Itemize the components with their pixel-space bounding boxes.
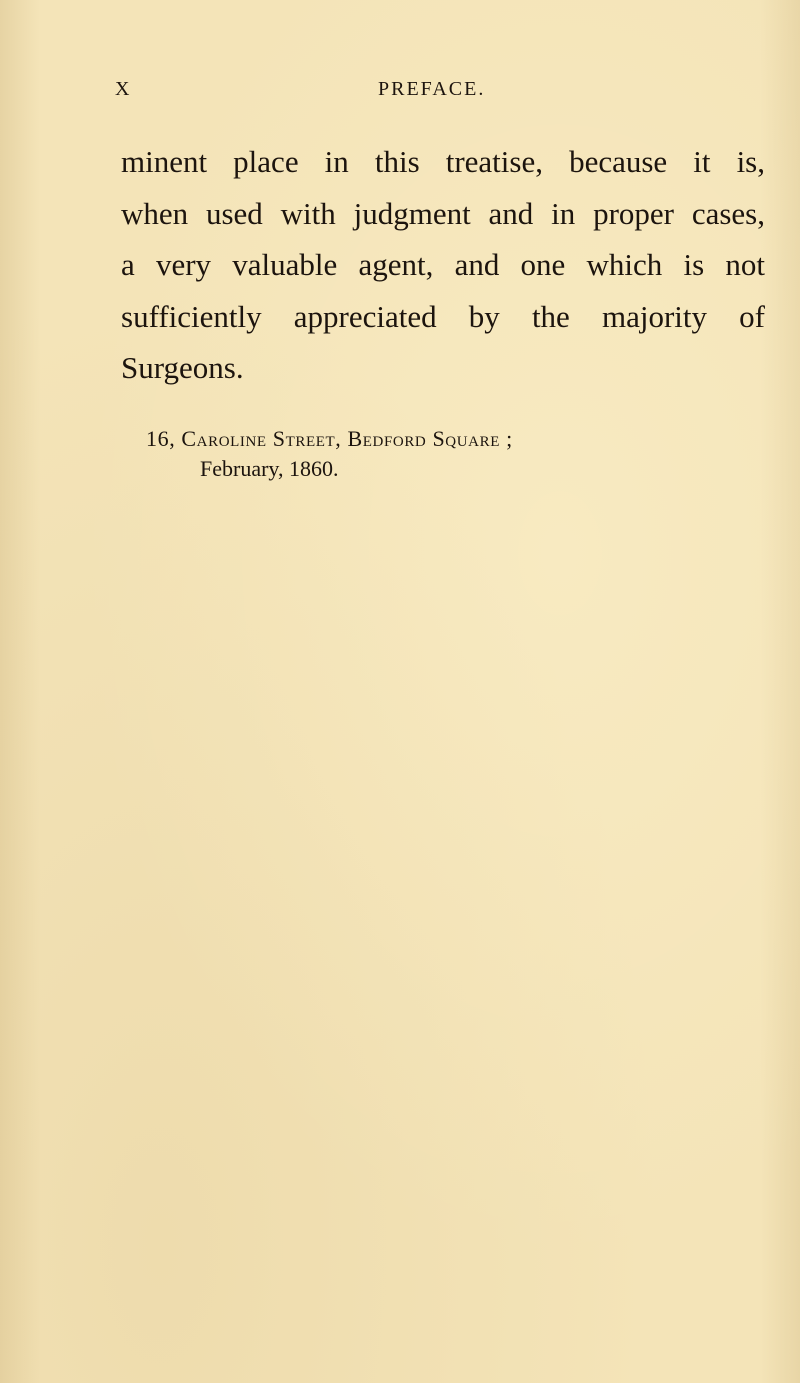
running-title: PREFACE. [378, 78, 486, 100]
text-line: a very valuable agent, and one which is not [121, 247, 765, 282]
page-number: X [115, 78, 131, 100]
preface-date: February, 1860. [200, 456, 339, 481]
text-line: sufficiently appreciated by the majority of [121, 298, 765, 334]
preface-paragraph [121, 136, 765, 394]
running-head [0, 78, 800, 104]
signature-block [146, 424, 513, 484]
text-line: when used with judgment and in proper cases, [121, 195, 765, 231]
author-address: 16, Caroline Street, Bedford Square ; [146, 426, 513, 451]
text-line: Surgeons. [121, 350, 244, 385]
text-line: minent place in this treatise, because it is, [121, 144, 765, 179]
